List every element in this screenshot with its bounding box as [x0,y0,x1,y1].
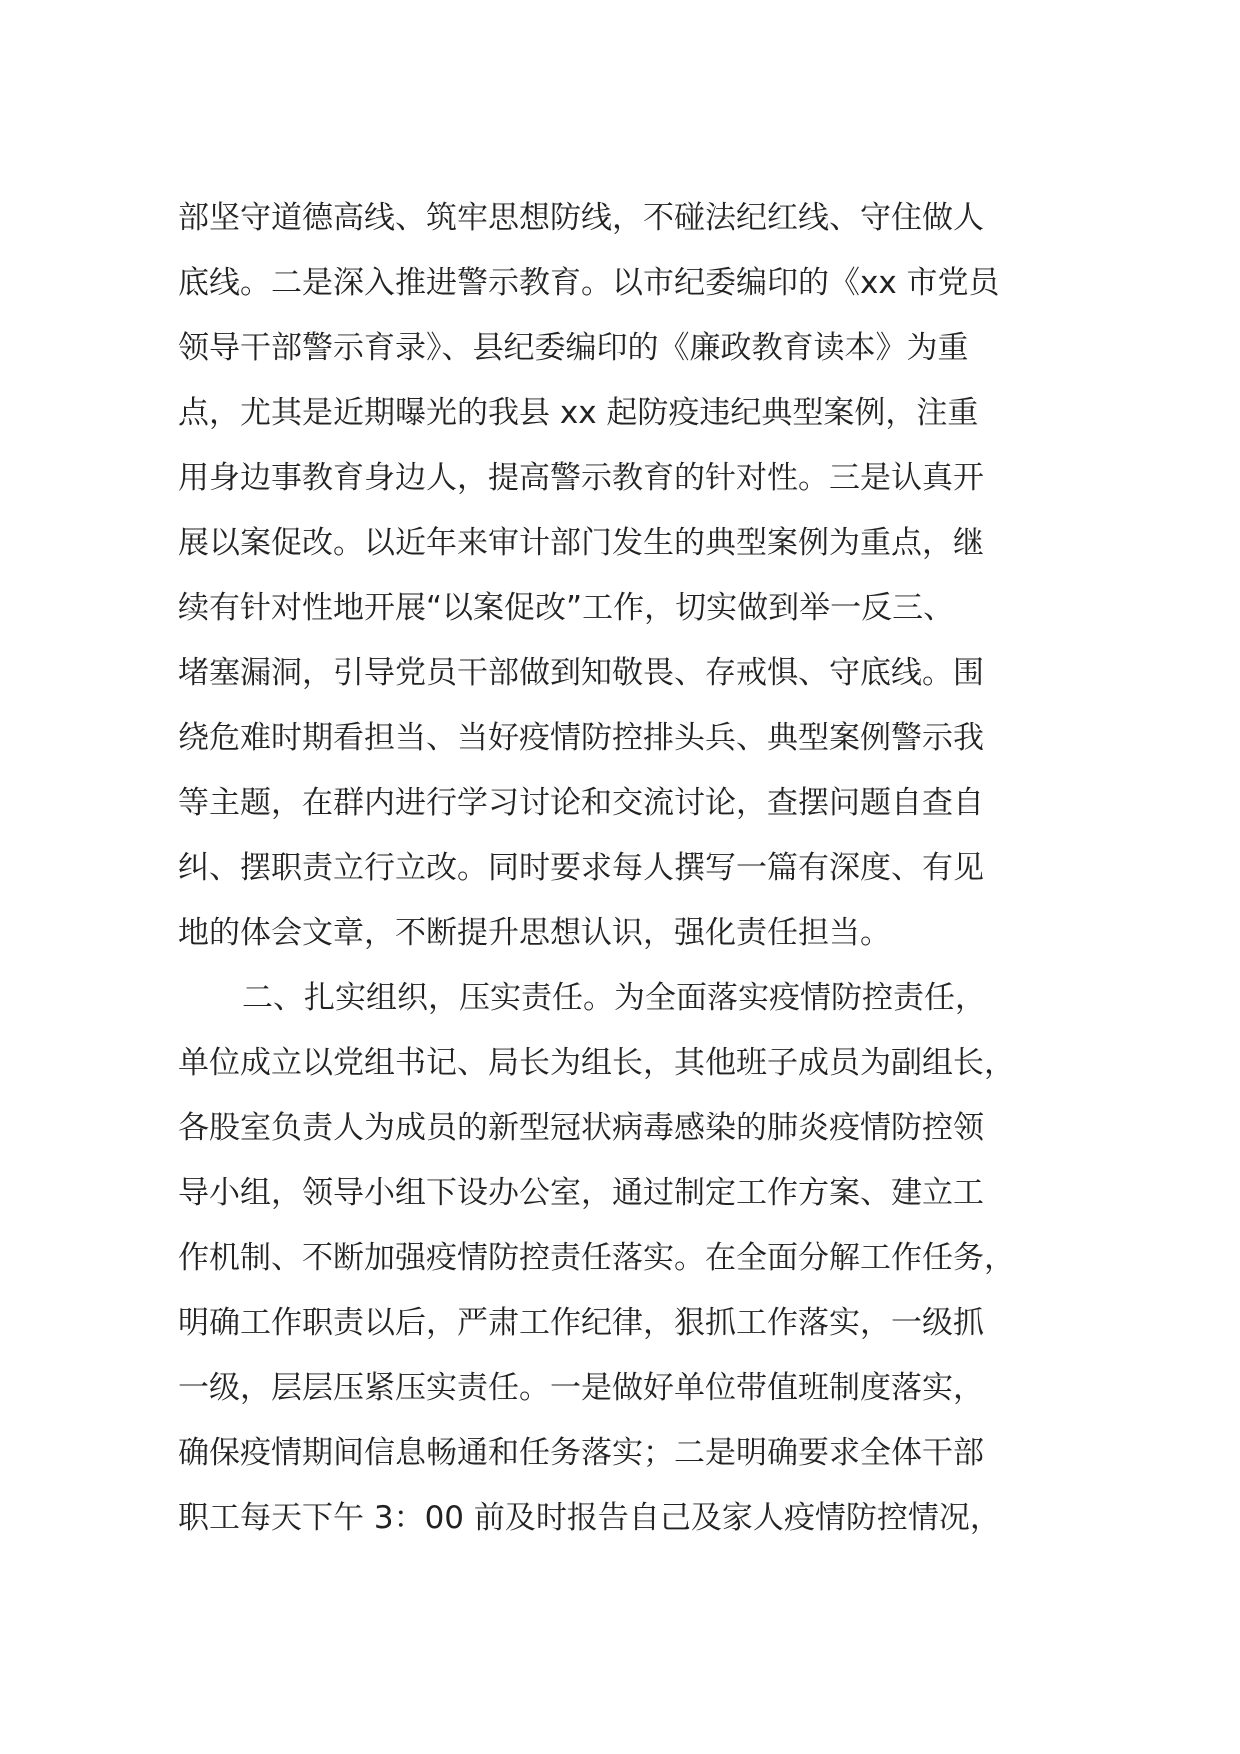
text-line: 点，尤其是近期曝光的我县 xx 起防疫违纪典型案例，注重 [178,395,979,431]
text-line: 底线。二是深入推进警示教育。以市纪委编印的《xx 市党员 [178,265,1000,301]
document-body [178,186,1078,1551]
text-line: 续有针对性地开展“以案促改”工作，切实做到举一反三、 [178,590,955,626]
text-line: 领导干部警示育录》、县纪委编印的《廉政教育读本》为重 [178,330,969,366]
text-line: 一级，层层压紧压实责任。一是做好单位带值班制度落实， [178,1370,984,1406]
text-line: 纠、摆职责立行立改。同时要求每人撰写一篇有深度、有见 [178,850,984,886]
section-heading-line: 二、扎实组织，压实责任。为全面落实疫情防控责任， [242,980,986,1016]
text-line: 绕危难时期看担当、当好疫情防控排头兵、典型案例警示我 [178,720,984,756]
text-line: 单位成立以党组书记、局长为组长，其他班子成员为副组长， [178,1045,1015,1081]
text-line: 职工每天下午 3：00 前及时报告自己及家人疫情防控情况， [178,1500,1001,1536]
text-line: 部坚守道德高线、筑牢思想防线，不碰法纪红线、守住做人 [178,200,984,236]
text-line: 导小组，领导小组下设办公室，通过制定工作方案、建立工 [178,1175,984,1211]
text-line: 等主题，在群内进行学习讨论和交流讨论，查摆问题自查自 [178,785,984,821]
text-line: 各股室负责人为成员的新型冠状病毒感染的肺炎疫情防控领 [178,1110,984,1146]
text-line: 作机制、不断加强疫情防控责任落实。在全面分解工作任务， [178,1240,1015,1276]
text-line: 用身边事教育身边人，提高警示教育的针对性。三是认真开 [178,460,984,496]
text-line: 展以案促改。以近年来审计部门发生的典型案例为重点，继 [178,525,984,561]
text-line: 明确工作职责以后，严肃工作纪律，狠抓工作落实，一级抓 [178,1305,984,1341]
text-line: 堵塞漏洞，引导党员干部做到知敬畏、存戒惧、守底线。围 [178,655,984,691]
text-line: 地的体会文章，不断提升思想认识，强化责任担当。 [178,915,891,951]
text-line: 确保疫情期间信息畅通和任务落实；二是明确要求全体干部 [178,1435,984,1471]
